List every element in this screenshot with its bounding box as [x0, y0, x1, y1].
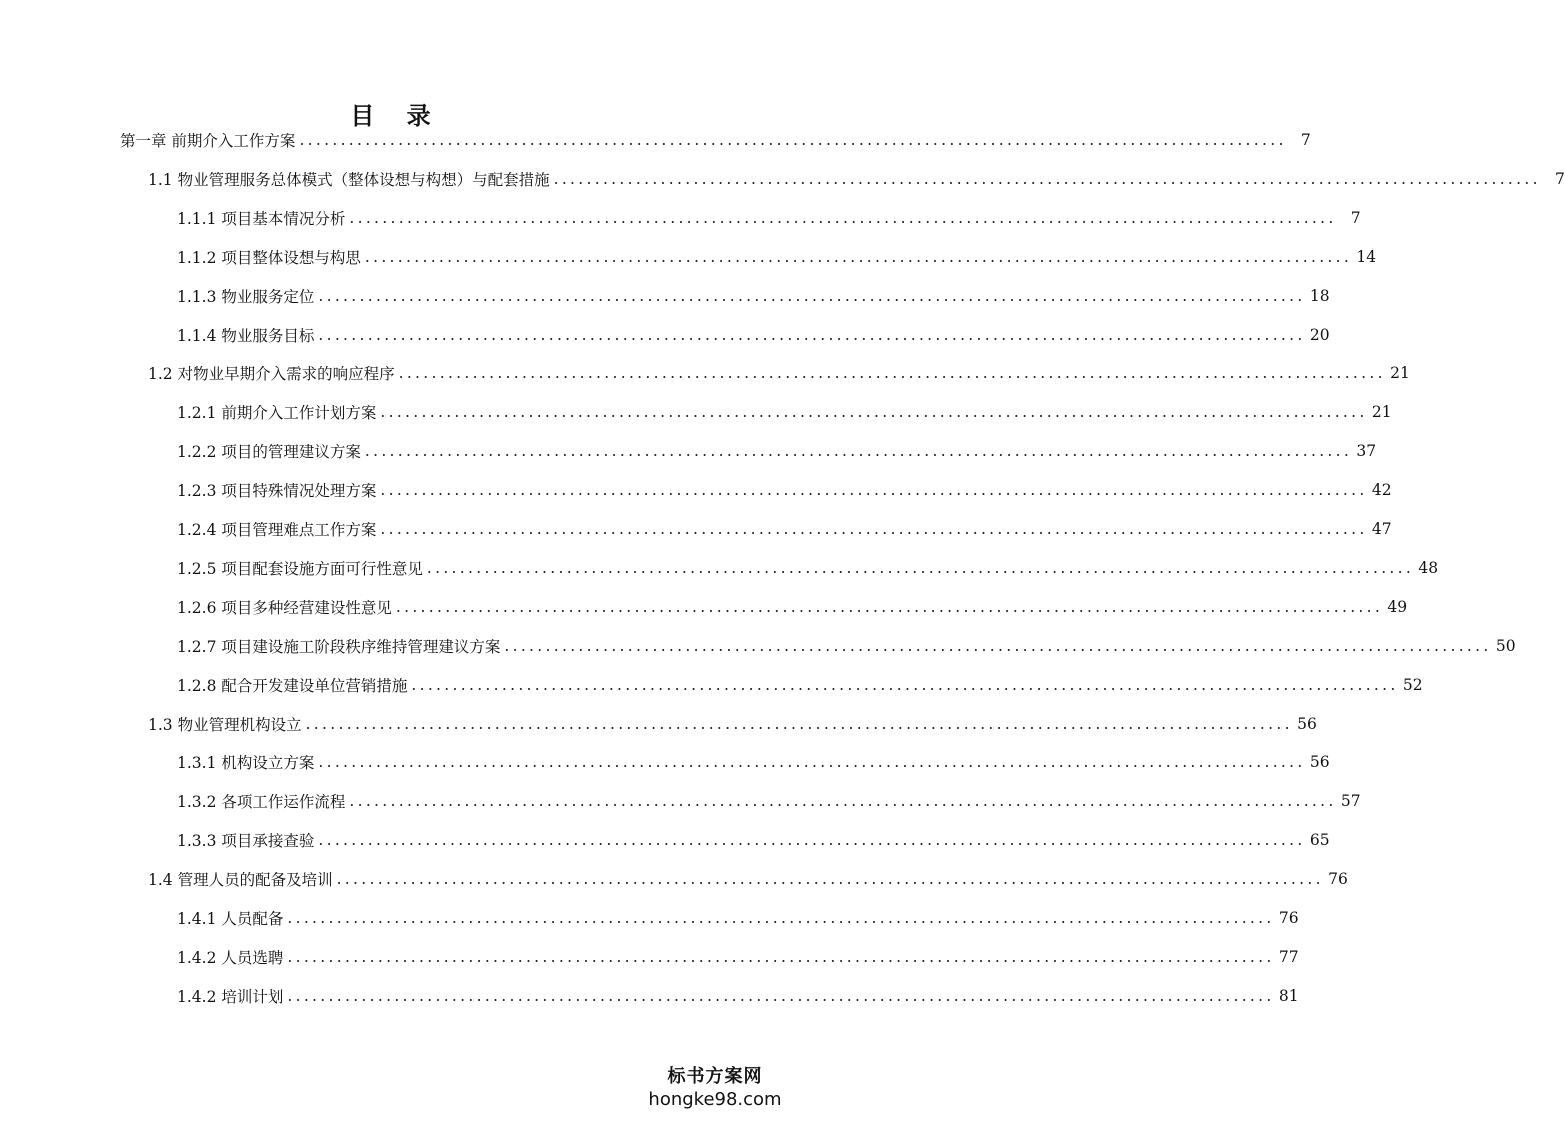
toc-leader-dots: ........................................................................................................................	[287, 986, 1275, 1005]
toc-leader-dots: ........................................................................................................................	[411, 675, 1399, 694]
toc-leader-dots: ........................................................................................................................	[380, 520, 1368, 538]
toc-leader-dots: ........................................................................................................................	[380, 403, 1368, 422]
toc-entry-label: 1.2.5 项目配套设施方面可行性意见	[177, 559, 423, 578]
toc-leader-dots: ........................................................................................................................	[336, 870, 1324, 889]
toc-entry-label: 1.3.2 各项工作运作流程	[177, 793, 346, 812]
toc-leader-dots: ........................................................................................................................	[364, 442, 1353, 461]
toc-entry[interactable]	[177, 514, 1392, 544]
toc-entry-page: 49	[1387, 597, 1408, 616]
toc-entry-page: 21	[1390, 364, 1410, 383]
toc-leader-dots: ........................................................................................................................	[553, 169, 1541, 188]
toc-entry-label: 1.3.3 项目承接查验	[177, 832, 315, 851]
toc-entry-page: 18	[1309, 286, 1330, 305]
toc-entry[interactable]	[148, 164, 1565, 194]
watermark-url: hongke98.com	[648, 1089, 782, 1110]
site-watermark	[645, 1066, 785, 1112]
toc-entry-page: 56	[1309, 753, 1330, 772]
toc-entry-label: 1.2.2 项目的管理建议方案	[177, 443, 361, 462]
toc-entry-label: 1.2.3 项目特殊情况处理方案	[177, 482, 377, 501]
toc-entry-page: 52	[1402, 675, 1423, 694]
toc-entry-page: 42	[1371, 481, 1392, 500]
toc-entry-label: 1.2.8 配合开发建设单位营销措施	[177, 676, 408, 695]
toc-entry-label: 1.2.6 项目多种经营建设性意见	[177, 598, 392, 617]
watermark-name: 标书方案网	[667, 1066, 763, 1087]
page-title: 目 录	[350, 101, 443, 130]
toc-leader-dots: ........................................................................................................................	[318, 286, 1306, 305]
toc-entry-page: 7	[1350, 208, 1361, 227]
toc-entry[interactable]	[148, 864, 1348, 894]
toc-entry-page: 37	[1356, 442, 1377, 461]
toc-entry-page: 47	[1371, 520, 1392, 538]
toc-entry-page: 50	[1495, 636, 1516, 655]
toc-entry-label: 1.1.1 项目基本情况分析	[177, 209, 346, 228]
toc-entry-page: 57	[1340, 792, 1361, 811]
toc-entry-page: 81	[1278, 986, 1299, 1005]
toc-entry-label: 1.3.1 机构设立方案	[177, 754, 315, 773]
toc-leader-dots: ........................................................................................................................	[318, 753, 1306, 772]
toc-entry-label: 1.2.1 前期介入工作计划方案	[177, 404, 377, 423]
toc-entry-page: 56	[1297, 714, 1317, 733]
toc-entry-page: 76	[1328, 870, 1348, 889]
toc-entry[interactable]	[177, 475, 1392, 505]
toc-entry-label: 1.4.2 培训计划	[177, 987, 284, 1006]
toc-entry-page: 7	[1554, 169, 1565, 188]
toc-entry-page: 14	[1356, 247, 1377, 266]
toc-entry[interactable]	[177, 786, 1361, 816]
toc-leader-dots: ........................................................................................................................	[349, 792, 1337, 811]
toc-entry-label: 1.1.3 物业服务定位	[177, 287, 315, 306]
toc-entry-label: 1.2.4 项目管理难点工作方案	[177, 521, 377, 539]
toc-entry[interactable]	[177, 281, 1330, 311]
toc-entry[interactable]	[177, 903, 1299, 933]
toc-entry-label: 1.3 物业管理机构设立	[148, 715, 302, 734]
toc-entry-label: 1.4 管理人员的配备及培训	[148, 871, 333, 890]
toc-leader-dots: ........................................................................................................................	[305, 714, 1293, 733]
toc-entry[interactable]	[177, 553, 1439, 583]
toc-entry[interactable]	[120, 125, 1311, 155]
toc-entry-label: 1.1 物业管理服务总体模式（整体设想与构想）与配套措施	[148, 170, 550, 189]
toc-entry[interactable]	[177, 631, 1516, 661]
toc-entry-label: 1.4.1 人员配备	[177, 910, 284, 928]
toc-entry-page: 20	[1309, 325, 1330, 344]
toc-entry-label: 1.2 对物业早期介入需求的响应程序	[148, 365, 395, 384]
toc-entry[interactable]	[177, 747, 1330, 777]
toc-entry-page: 77	[1278, 947, 1299, 966]
toc-leader-dots: ........................................................................................................................	[299, 131, 1287, 149]
toc-entry-label: 1.1.4 物业服务目标	[177, 326, 315, 345]
toc-entry[interactable]	[148, 709, 1317, 739]
toc-entry-page: 21	[1371, 403, 1392, 422]
toc-entry-page: 65	[1309, 831, 1330, 850]
toc-entry-page: 76	[1278, 909, 1299, 927]
toc-leader-dots: ........................................................................................................................	[287, 909, 1275, 927]
toc-entry[interactable]	[177, 942, 1299, 972]
toc-leader-dots: ........................................................................................................................	[318, 325, 1306, 344]
toc-leader-dots: ........................................................................................................................	[395, 597, 1384, 616]
toc-leader-dots: ........................................................................................................................	[398, 364, 1386, 383]
toc-entry[interactable]	[177, 397, 1392, 427]
toc-leader-dots: ........................................................................................................................	[287, 947, 1275, 966]
toc-entry[interactable]	[148, 358, 1410, 388]
toc-entry[interactable]	[177, 436, 1377, 466]
toc-leader-dots: ........................................................................................................................	[318, 831, 1306, 850]
toc-entry[interactable]	[177, 981, 1299, 1011]
toc-entry-label: 第一章 前期介入工作方案	[120, 132, 296, 150]
toc-leader-dots: ........................................................................................................................	[349, 208, 1337, 227]
toc-entry[interactable]	[177, 825, 1330, 855]
toc-entry-label: 1.2.7 项目建设施工阶段秩序维持管理建议方案	[177, 637, 501, 656]
toc-entry-page: 7	[1300, 131, 1311, 149]
toc-entry-label: 1.1.2 项目整体设想与构思	[177, 248, 361, 267]
toc-entry[interactable]	[177, 203, 1361, 233]
toc-entry[interactable]	[177, 592, 1408, 622]
toc-entry[interactable]	[177, 242, 1377, 272]
toc-leader-dots: ........................................................................................................................	[504, 636, 1492, 655]
toc-leader-dots: ........................................................................................................................	[426, 558, 1415, 577]
toc-entry-page: 48	[1418, 558, 1439, 577]
toc-entry[interactable]	[177, 320, 1330, 350]
toc-leader-dots: ........................................................................................................................	[364, 247, 1353, 266]
toc-entry-label: 1.4.2 人员选聘	[177, 948, 284, 967]
toc-entry[interactable]	[177, 670, 1423, 700]
toc-leader-dots: ........................................................................................................................	[380, 481, 1368, 500]
